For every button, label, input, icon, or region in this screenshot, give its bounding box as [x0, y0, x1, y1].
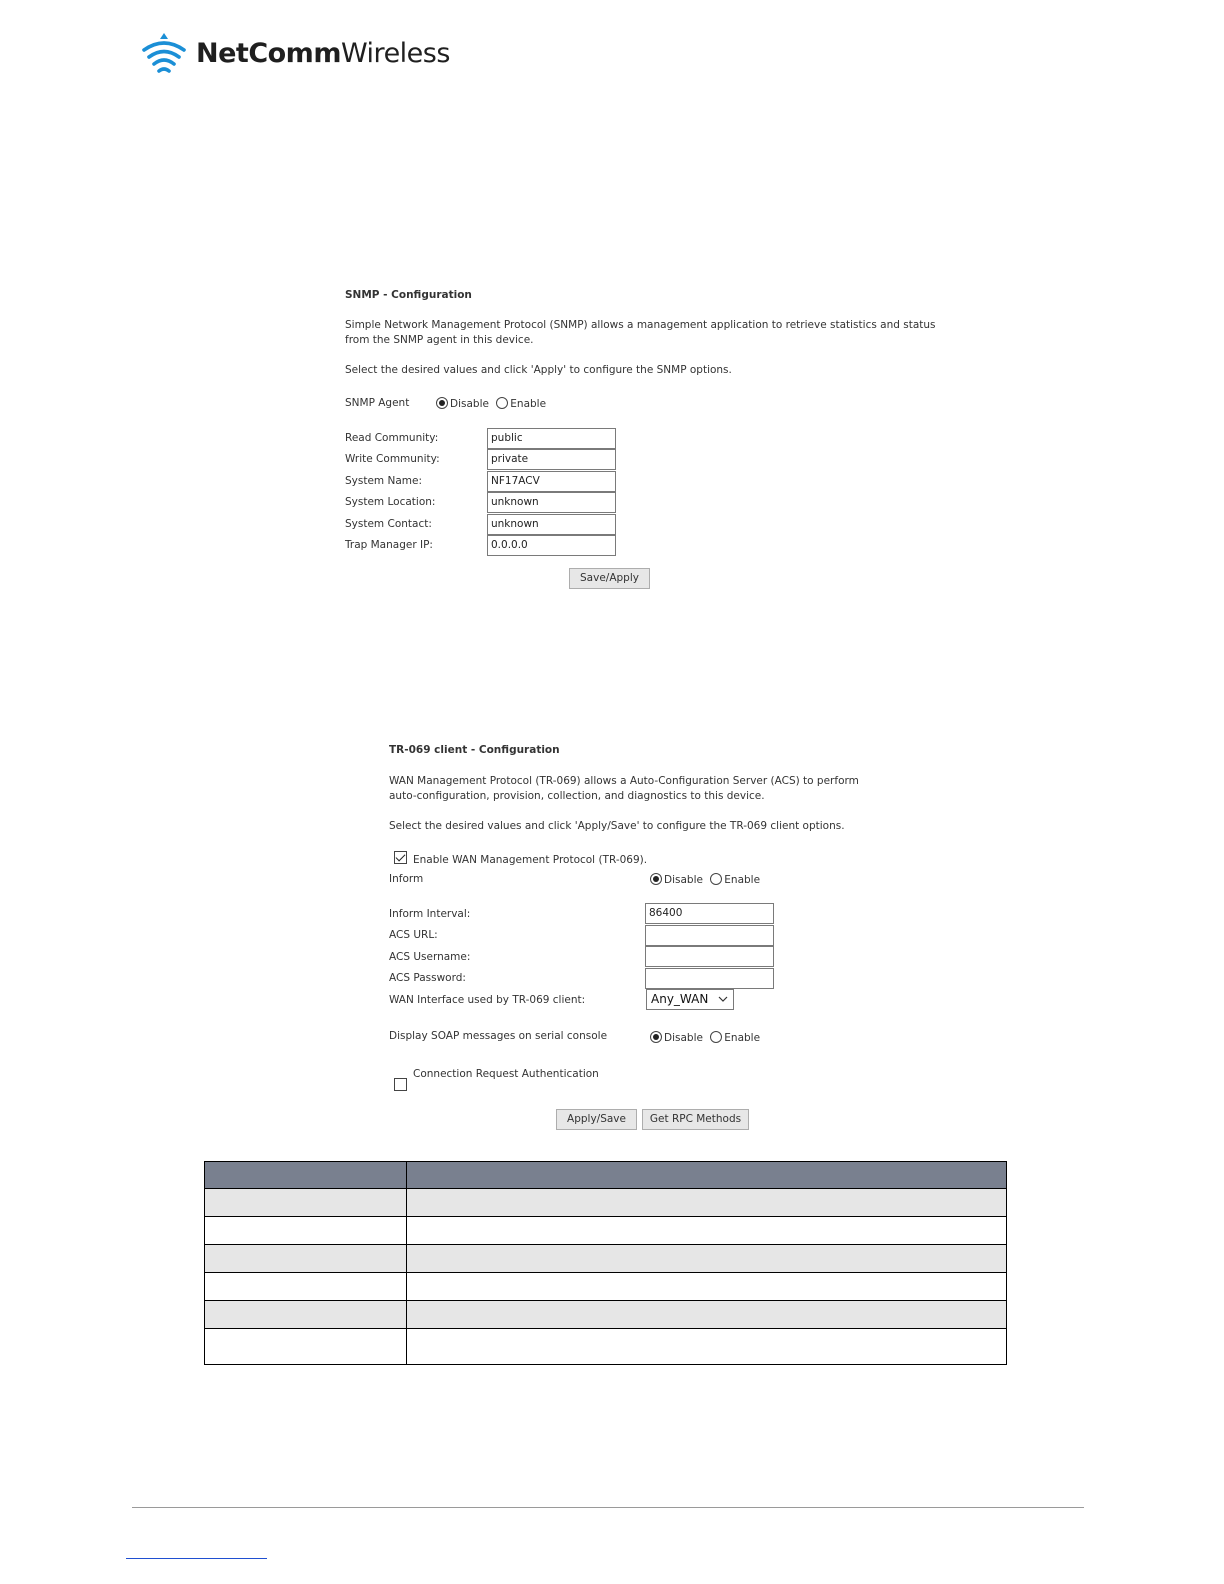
acs-password-input[interactable]	[645, 968, 774, 989]
inform-interval-label: Inform Interval:	[389, 908, 471, 920]
connection-request-auth-checkbox[interactable]	[394, 1078, 407, 1091]
snmp-agent-radio-group	[436, 397, 550, 410]
acs-url-label: ACS URL:	[389, 929, 438, 941]
snmp-agent-enable-label: Enable	[510, 398, 547, 410]
enable-wan-management-label: Enable WAN Management Protocol (TR-069).	[413, 854, 648, 866]
tr069-description-1: WAN Management Protocol (TR-069) allows a Auto-Configuration Server (ACS) to perform	[389, 775, 859, 787]
get-rpc-methods-button[interactable]: Get RPC Methods	[642, 1109, 749, 1130]
table-row	[205, 1301, 1007, 1329]
acs-url-input[interactable]	[645, 925, 774, 946]
brand-light: Wireless	[340, 38, 450, 69]
table-cell	[407, 1273, 1007, 1301]
save-apply-button[interactable]: Save/Apply	[569, 568, 650, 589]
netcomm-logo	[140, 30, 460, 82]
system-location-input[interactable]: unknown	[487, 492, 616, 513]
table-cell	[407, 1189, 1007, 1217]
wan-interface-label: WAN Interface used by TR-069 client:	[389, 994, 586, 1006]
snmp-agent-disable-label: Disable	[450, 398, 489, 410]
soap-enable-label: Enable	[724, 1032, 761, 1044]
table-cell	[407, 1217, 1007, 1245]
soap-disable-label: Disable	[664, 1032, 703, 1044]
connection-request-auth-label: Connection Request Authentication	[413, 1068, 599, 1080]
write-community-input[interactable]: private	[487, 449, 616, 470]
acs-password-label: ACS Password:	[389, 972, 466, 984]
table-cell	[407, 1245, 1007, 1273]
snmp-agent-enable-radio[interactable]	[496, 397, 508, 409]
wan-interface-select[interactable]	[646, 989, 734, 1010]
chevron-down-icon	[718, 994, 728, 1004]
inform-disable-radio[interactable]	[650, 873, 662, 885]
parameter-table	[204, 1161, 1007, 1365]
table-row	[205, 1273, 1007, 1301]
apply-save-button[interactable]: Apply/Save	[556, 1109, 637, 1130]
tr069-title: TR-069 client - Configuration	[389, 744, 560, 756]
system-contact-input[interactable]: unknown	[487, 514, 616, 535]
system-name-input[interactable]: NF17ACV	[487, 471, 616, 492]
table-cell	[205, 1217, 407, 1245]
snmp-title: SNMP - Configuration	[345, 289, 472, 301]
trap-manager-ip-label: Trap Manager IP:	[345, 539, 433, 551]
table-cell	[205, 1245, 407, 1273]
inform-interval-input[interactable]: 86400	[645, 903, 774, 924]
table-row	[205, 1329, 1007, 1365]
inform-disable-label: Disable	[664, 874, 703, 886]
tr069-description-2: auto-configuration, provision, collection, and diagnostics to this device.	[389, 790, 765, 802]
table-row	[205, 1245, 1007, 1273]
brand-name	[196, 38, 450, 69]
table-cell	[407, 1301, 1007, 1329]
acs-username-input[interactable]	[645, 946, 774, 967]
snmp-agent-disable-radio[interactable]	[436, 397, 448, 409]
system-location-label: System Location:	[345, 496, 436, 508]
write-community-label: Write Community:	[345, 453, 440, 465]
table-header-cell	[407, 1162, 1007, 1189]
table-header-cell	[205, 1162, 407, 1189]
system-contact-label: System Contact:	[345, 518, 432, 530]
enable-wan-management-checkbox[interactable]	[394, 851, 407, 864]
table-cell	[407, 1329, 1007, 1365]
table-row	[205, 1217, 1007, 1245]
soap-radio-group	[650, 1031, 764, 1044]
table-cell	[205, 1329, 407, 1365]
wan-interface-value: Any_WAN	[651, 992, 709, 1006]
inform-radio-group	[650, 873, 764, 886]
soap-messages-label: Display SOAP messages on serial console	[389, 1030, 608, 1042]
brand-bold: NetComm	[196, 38, 341, 69]
soap-disable-radio[interactable]	[650, 1031, 662, 1043]
wifi-logo-icon	[140, 30, 188, 78]
footer-link-underline[interactable]	[126, 1558, 267, 1559]
soap-enable-radio[interactable]	[710, 1031, 722, 1043]
table-cell	[205, 1273, 407, 1301]
inform-enable-radio[interactable]	[710, 873, 722, 885]
footer-divider	[132, 1507, 1084, 1508]
acs-username-label: ACS Username:	[389, 951, 471, 963]
read-community-input[interactable]: public	[487, 428, 616, 449]
tr069-instruction: Select the desired values and click 'Apply/Save' to configure the TR-069 client options.	[389, 820, 845, 832]
table-row	[205, 1189, 1007, 1217]
read-community-label: Read Community:	[345, 432, 439, 444]
trap-manager-ip-input[interactable]: 0.0.0.0	[487, 535, 616, 556]
snmp-agent-label: SNMP Agent	[345, 397, 410, 409]
snmp-description-1: Simple Network Management Protocol (SNMP) allows a management application to retrieve statistics and status	[345, 319, 936, 331]
inform-enable-label: Enable	[724, 874, 761, 886]
snmp-instruction: Select the desired values and click 'Apply' to configure the SNMP options.	[345, 364, 732, 376]
table-header-row	[205, 1162, 1007, 1189]
inform-label: Inform	[389, 873, 424, 885]
system-name-label: System Name:	[345, 475, 423, 487]
snmp-description-2: from the SNMP agent in this device.	[345, 334, 534, 346]
table-cell	[205, 1301, 407, 1329]
table-cell	[205, 1189, 407, 1217]
